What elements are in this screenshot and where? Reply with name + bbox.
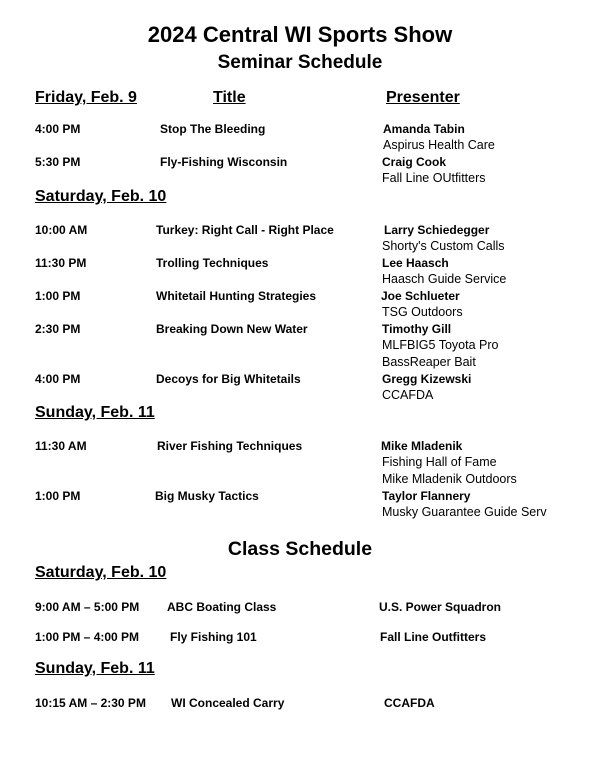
session-affiliation: Fall Line OUtfitters xyxy=(382,171,486,185)
session-title: Breaking Down New Water xyxy=(156,322,308,336)
session-affiliation: Mike Mladenik Outdoors xyxy=(382,472,517,486)
session-affiliation: TSG Outdoors xyxy=(382,305,463,319)
session-presenter: Joe Schlueter xyxy=(381,289,460,303)
session-affiliation: Haasch Guide Service xyxy=(382,272,507,286)
class-time: 1:00 PM – 4:00 PM xyxy=(35,630,140,644)
session-presenter: Mike Mladenik xyxy=(381,439,463,453)
page-subtitle: Seminar Schedule xyxy=(217,52,383,73)
day-heading-sunday: Sunday, Feb. 11 xyxy=(35,404,155,421)
day-heading-friday: Friday, Feb. 9 xyxy=(35,89,137,106)
session-affiliation: Shorty's Custom Calls xyxy=(382,239,505,253)
session-time: 1:00 PM xyxy=(35,489,81,503)
session-title: Trolling Techniques xyxy=(156,256,269,270)
session-time: 2:30 PM xyxy=(35,322,81,336)
session-time: 1:00 PM xyxy=(35,289,81,303)
session-title: River Fishing Techniques xyxy=(157,439,303,453)
session-time: 11:30 PM xyxy=(35,256,87,270)
session-presenter: Timothy Gill xyxy=(382,322,452,336)
session-time: 10:00 AM xyxy=(35,223,88,237)
session-title: Turkey: Right Call - Right Place xyxy=(156,223,334,237)
class-title: ABC Boating Class xyxy=(167,600,277,614)
session-time: 4:00 PM xyxy=(35,372,81,386)
page-title: 2024 Central WI Sports Show xyxy=(147,22,453,47)
session-affiliation: Musky Guarantee Guide Serv xyxy=(382,505,547,519)
session-title: Whitetail Hunting Strategies xyxy=(156,289,317,303)
class-day-heading-sunday: Sunday, Feb. 11 xyxy=(35,660,155,677)
session-presenter: Taylor Flannery xyxy=(382,489,471,503)
session-title: Fly-Fishing Wisconsin xyxy=(160,155,288,169)
class-time: 10:15 AM – 2:30 PM xyxy=(35,696,146,710)
session-presenter: Amanda Tabin xyxy=(383,122,465,136)
session-affiliation: Fishing Hall of Fame xyxy=(382,455,497,469)
session-affiliation: Aspirus Health Care xyxy=(383,138,495,152)
session-presenter: Gregg Kizewski xyxy=(382,372,472,386)
class-schedule-title: Class Schedule xyxy=(227,538,373,560)
class-presenter: CCAFDA xyxy=(384,696,435,710)
session-time: 4:00 PM xyxy=(35,122,81,136)
session-title: Big Musky Tactics xyxy=(155,489,259,503)
session-affiliation: CCAFDA xyxy=(382,388,434,402)
column-header-title: Title xyxy=(213,89,246,106)
class-title: WI Concealed Carry xyxy=(171,696,285,710)
session-title: Stop The Bleeding xyxy=(160,122,266,136)
session-presenter: Craig Cook xyxy=(382,155,447,169)
class-presenter: Fall Line Outfitters xyxy=(380,630,487,644)
class-presenter: U.S. Power Squadron xyxy=(379,600,502,614)
session-time: 5:30 PM xyxy=(35,155,81,169)
class-day-heading-saturday: Saturday, Feb. 10 xyxy=(35,564,167,581)
session-affiliation: BassReaper Bait xyxy=(382,355,476,369)
day-heading-saturday: Saturday, Feb. 10 xyxy=(35,188,167,205)
class-title: Fly Fishing 101 xyxy=(170,630,257,644)
class-time: 9:00 AM – 5:00 PM xyxy=(35,600,140,614)
session-affiliation: MLFBIG5 Toyota Pro xyxy=(382,338,499,352)
session-presenter: Lee Haasch xyxy=(382,256,449,270)
session-time: 11:30 AM xyxy=(35,439,87,453)
session-title: Decoys for Big Whitetails xyxy=(156,372,301,386)
column-header-presenter: Presenter xyxy=(386,89,460,106)
session-presenter: Larry Schiedegger xyxy=(384,223,490,237)
